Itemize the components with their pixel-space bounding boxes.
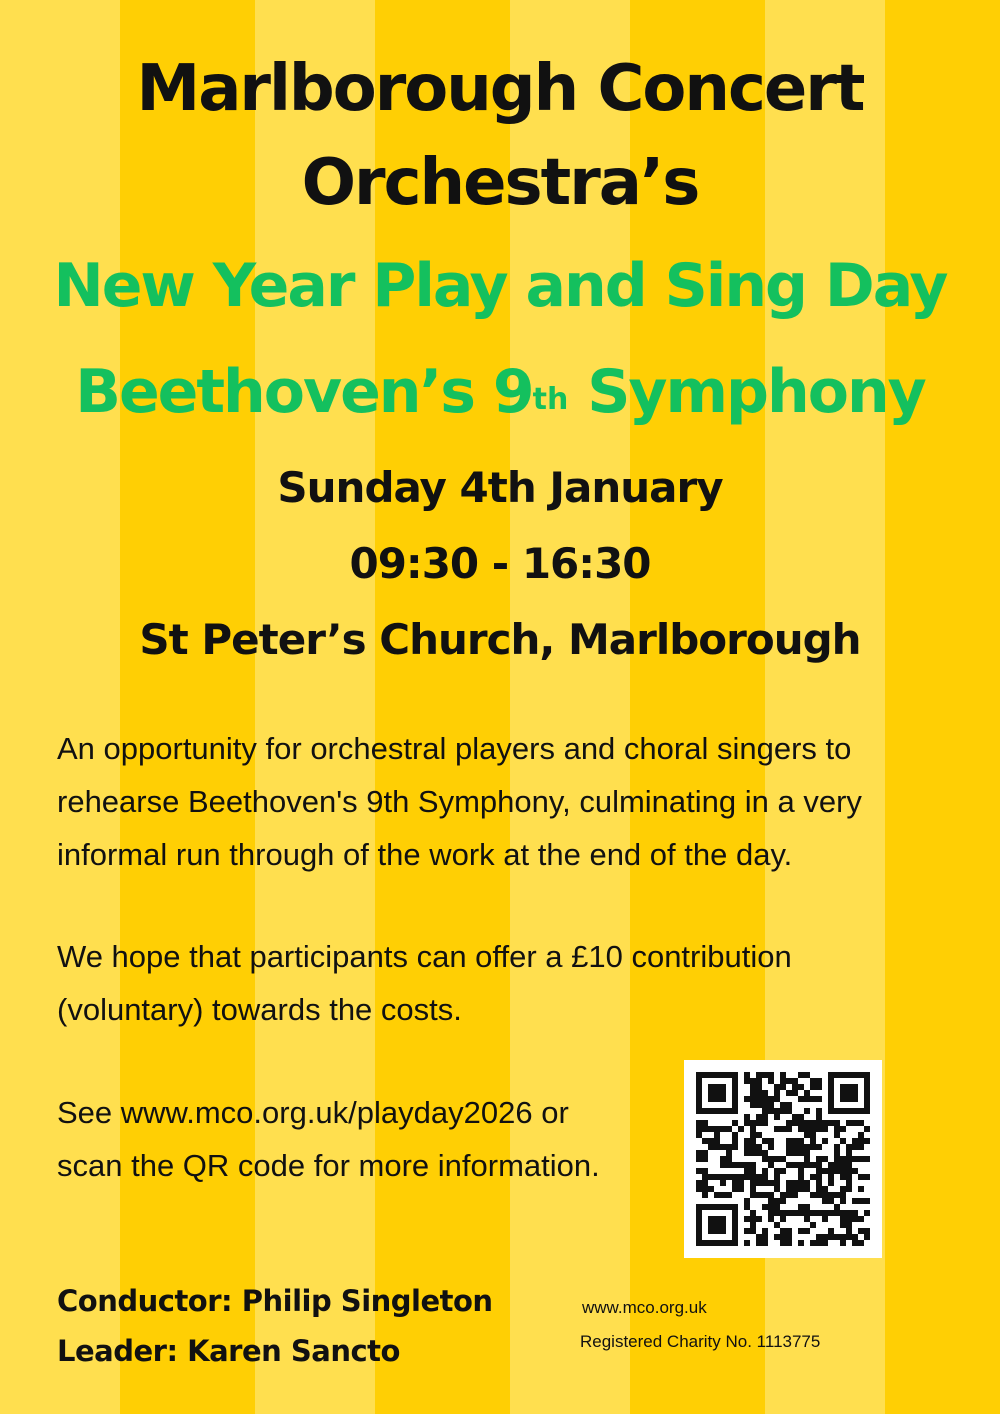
footer-website: www.mco.org.uk (582, 1298, 707, 1317)
poster-title (0, 42, 1000, 230)
event-date: Sunday 4th January (277, 463, 723, 512)
description-paragraph (57, 722, 862, 881)
qr-code-icon[interactable] (684, 1060, 882, 1258)
event-line-2 (0, 339, 1000, 445)
description-line: An opportunity for orchestral players and choral singers to (57, 731, 852, 766)
event-line-2-sup: th (532, 382, 569, 417)
more-info-line: See www.mco.org.uk/playday2026 or (57, 1095, 569, 1130)
event-line-2-post: Symphony (568, 357, 925, 427)
event-venue: St Peter’s Church, Marlborough (139, 615, 861, 664)
description-line: rehearse Beethoven's 9th Symphony, culminating in a very (57, 784, 862, 819)
description-line: informal run through of the work at the end of the day. (57, 837, 793, 872)
credits (57, 1276, 493, 1376)
event-details (0, 450, 1000, 678)
more-info-line: scan the QR code for more information. (57, 1148, 600, 1183)
contribution-line: We hope that participants can offer a £10 contribution (57, 939, 792, 974)
event-line-1: New Year Play and Sing Day (53, 251, 947, 321)
title-line-1: Marlborough Concert (136, 52, 864, 126)
qr-code-graphic (684, 1060, 882, 1258)
contribution-line: (voluntary) towards the costs. (57, 992, 462, 1027)
leader-credit: Leader: Karen Sancto (57, 1334, 400, 1368)
event-time: 09:30 - 16:30 (349, 539, 651, 588)
title-line-2: Orchestra’s (301, 146, 699, 220)
event-title (0, 233, 1000, 445)
footer-charity: Registered Charity No. 1113775 (580, 1332, 821, 1351)
event-line-2-pre: Beethoven’s 9 (75, 357, 533, 427)
more-info-paragraph (57, 1086, 600, 1192)
conductor-credit: Conductor: Philip Singleton (57, 1284, 493, 1318)
contribution-paragraph (57, 930, 792, 1036)
